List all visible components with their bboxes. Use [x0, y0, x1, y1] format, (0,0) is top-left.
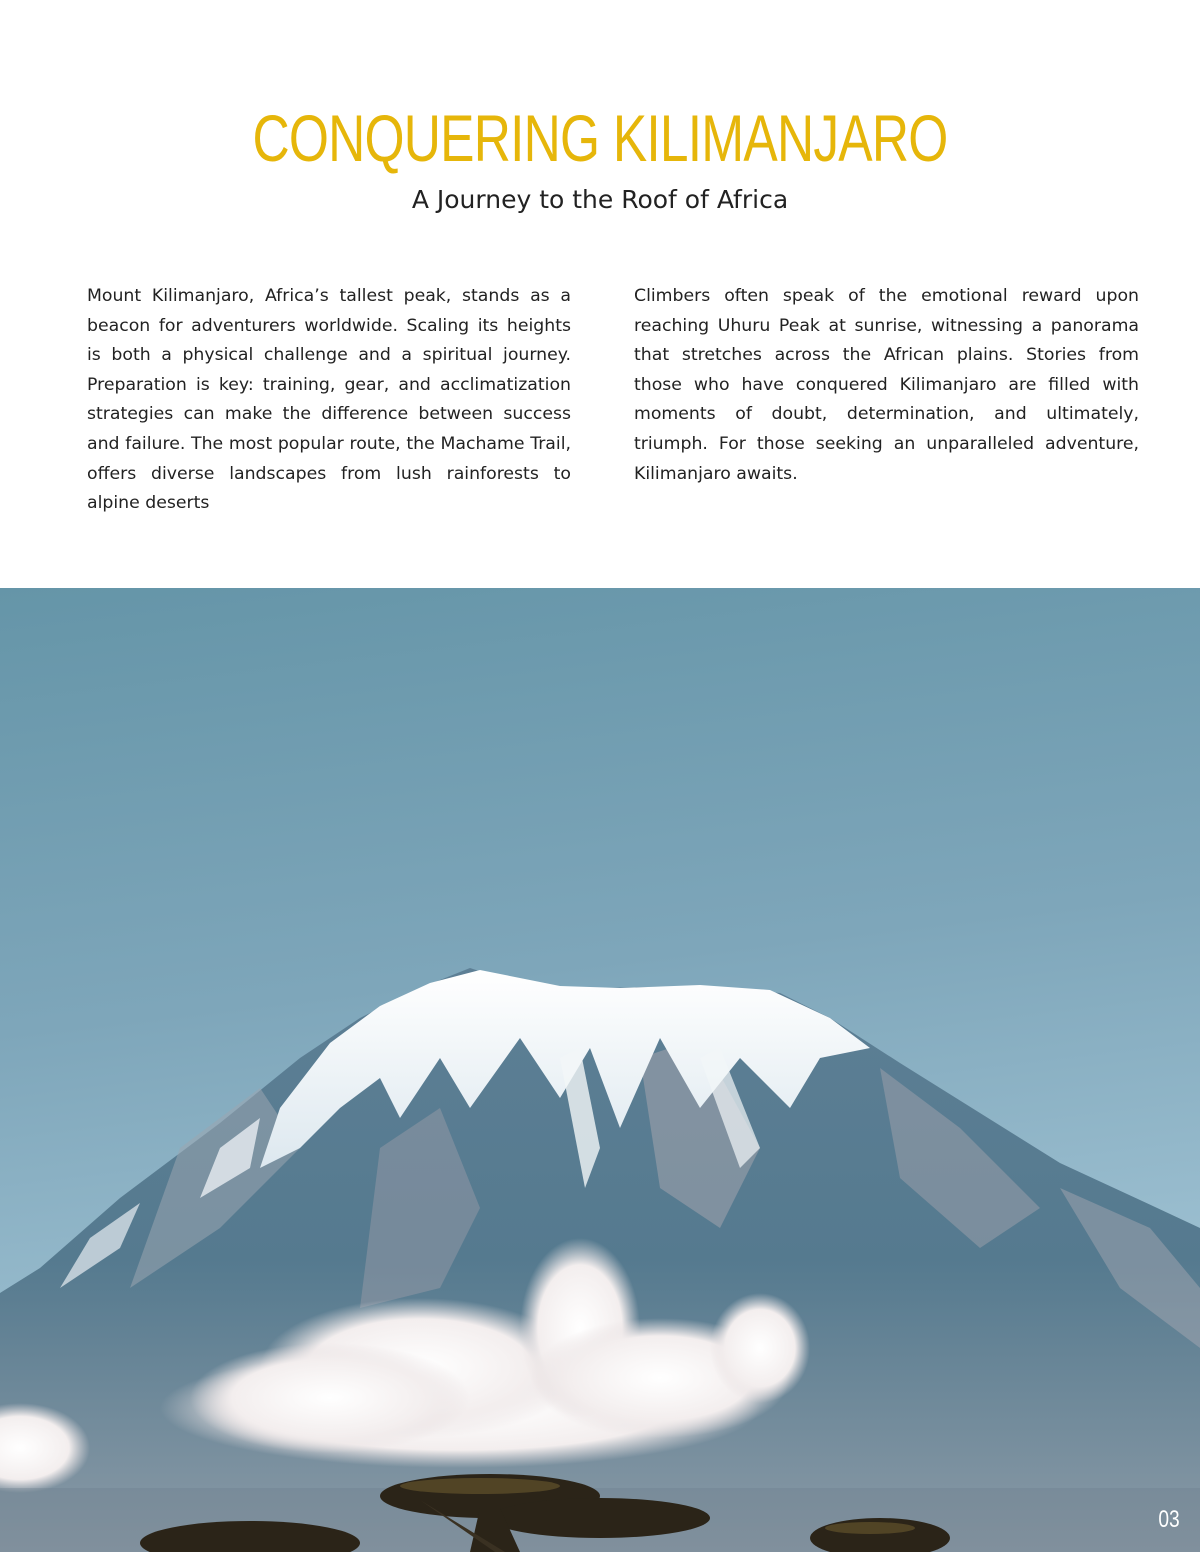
body-column-left: Mount Kilimanjaro, Africa’s tallest peak, stands as a beacon for adventurers worldwide. Scaling its heights is both a physical challenge and a spiritual journey. Preparation is key: training, gear, and acclimatization strategies can make the difference between success and failure. The most popular route, the Machame Trail, offers diverse landscapes from lush rainforests to alpine deserts [87, 286, 571, 514]
kilimanjaro-photo [0, 588, 1200, 1552]
page-title: CONQUERING KILIMANJARO [252, 101, 948, 175]
page-subtitle: A Journey to the Roof of Africa [411, 185, 789, 214]
page-number: 03 [1158, 1506, 1180, 1533]
body-column-right: Climbers often speak of the emotional reward upon reaching Uhuru Peak at sunrise, witnessing a panorama that stretches across the African plains. Stories from those who have conquered Kilimanjaro are filled with moments of doubt, determination, and ultimately, triumph. For those seeking an unparalleled adventure, Kilimanjaro awaits. [634, 286, 1139, 484]
